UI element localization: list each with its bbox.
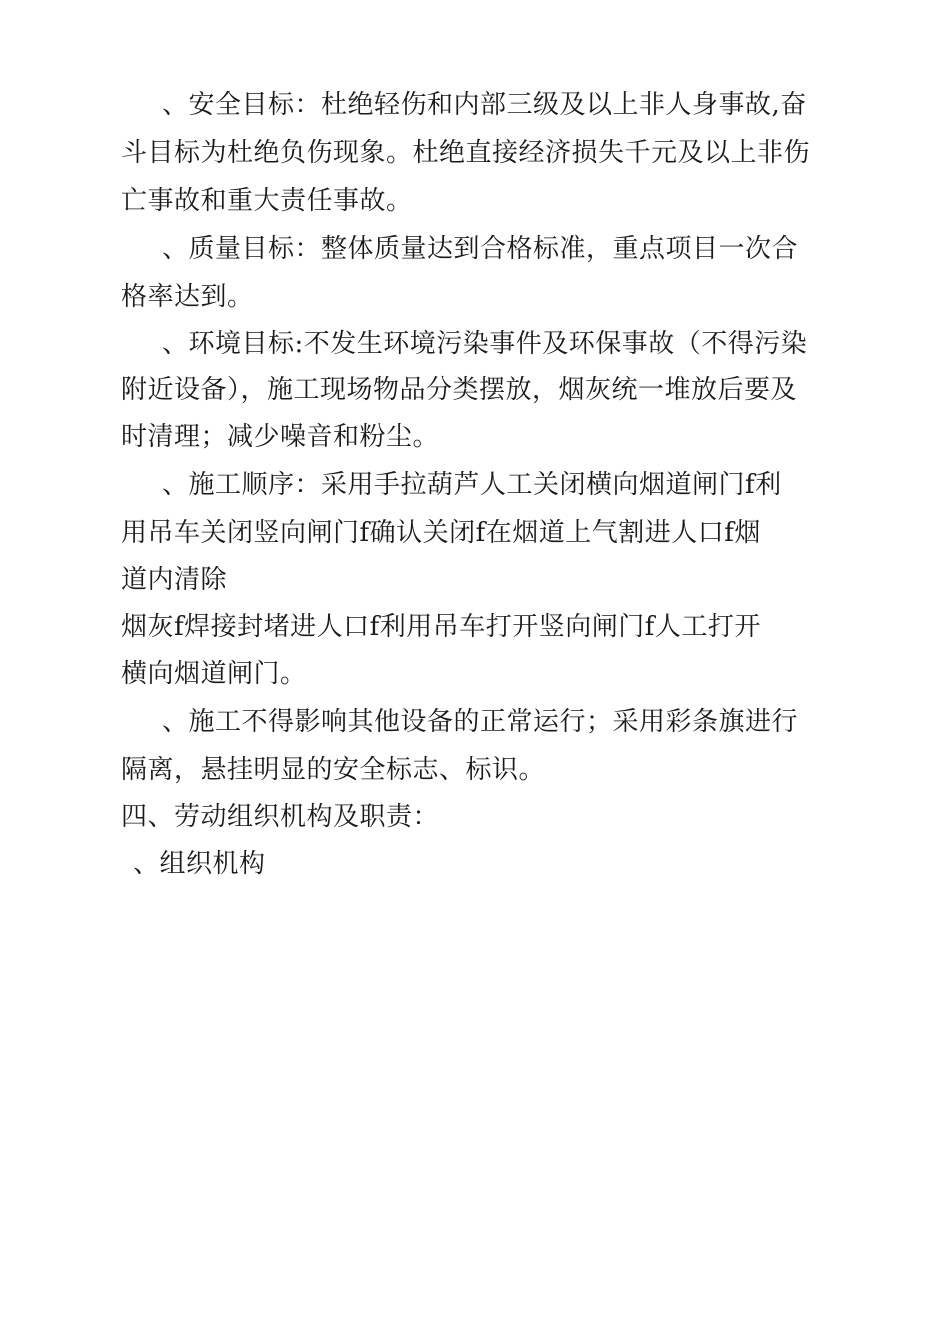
safety-goal-line-2: 斗目标为杜绝负伤现象。杜绝直接经济损失千元及以上非伤 — [121, 138, 811, 168]
construction-order-line-4: 烟灰f焊接封堵进人口f利用吊车打开竖向闸门f人工打开 — [121, 612, 761, 642]
quality-goal-line-2: 格率达到。 — [121, 282, 254, 312]
construction-order-line-5: 横向烟道闸门。 — [121, 659, 307, 689]
construction-order-line-2: 用吊车关闭竖向闸门f确认关闭f在烟道上气割进人口f烟 — [121, 518, 761, 548]
operation-note-line-1: 、施工不得影响其他设备的正常运行；采用彩条旗进行 — [162, 707, 799, 737]
environment-goal-line-1: 、环境目标:不发生环境污染事件及环保事故（不得污染 — [162, 329, 808, 359]
construction-order-line-3: 道内清除 — [121, 565, 228, 595]
environment-goal-line-2: 附近设备），施工现场物品分类摆放，烟灰统一堆放后要及 — [121, 375, 798, 405]
safety-goal-line-3: 亡事故和重大责任事故。 — [121, 186, 413, 216]
environment-goal-line-3: 时清理；减少噪音和粉尘。 — [121, 422, 440, 452]
section-heading: 四、劳动组织机构及职责： — [121, 802, 440, 832]
subsection-heading: 、组织机构 — [133, 849, 266, 879]
operation-note-line-2: 隔离，悬挂明显的安全标志、标识。 — [121, 755, 546, 785]
quality-goal-line-1: 、质量目标：整体质量达到合格标准，重点项目一次合 — [162, 234, 799, 264]
safety-goal-line-1: 、安全目标：杜绝轻伤和内部三级及以上非人身事故,奋 — [162, 90, 807, 120]
construction-order-line-1: 、施工顺序：采用手拉葫芦人工关闭横向烟道闸门f利 — [162, 470, 782, 500]
